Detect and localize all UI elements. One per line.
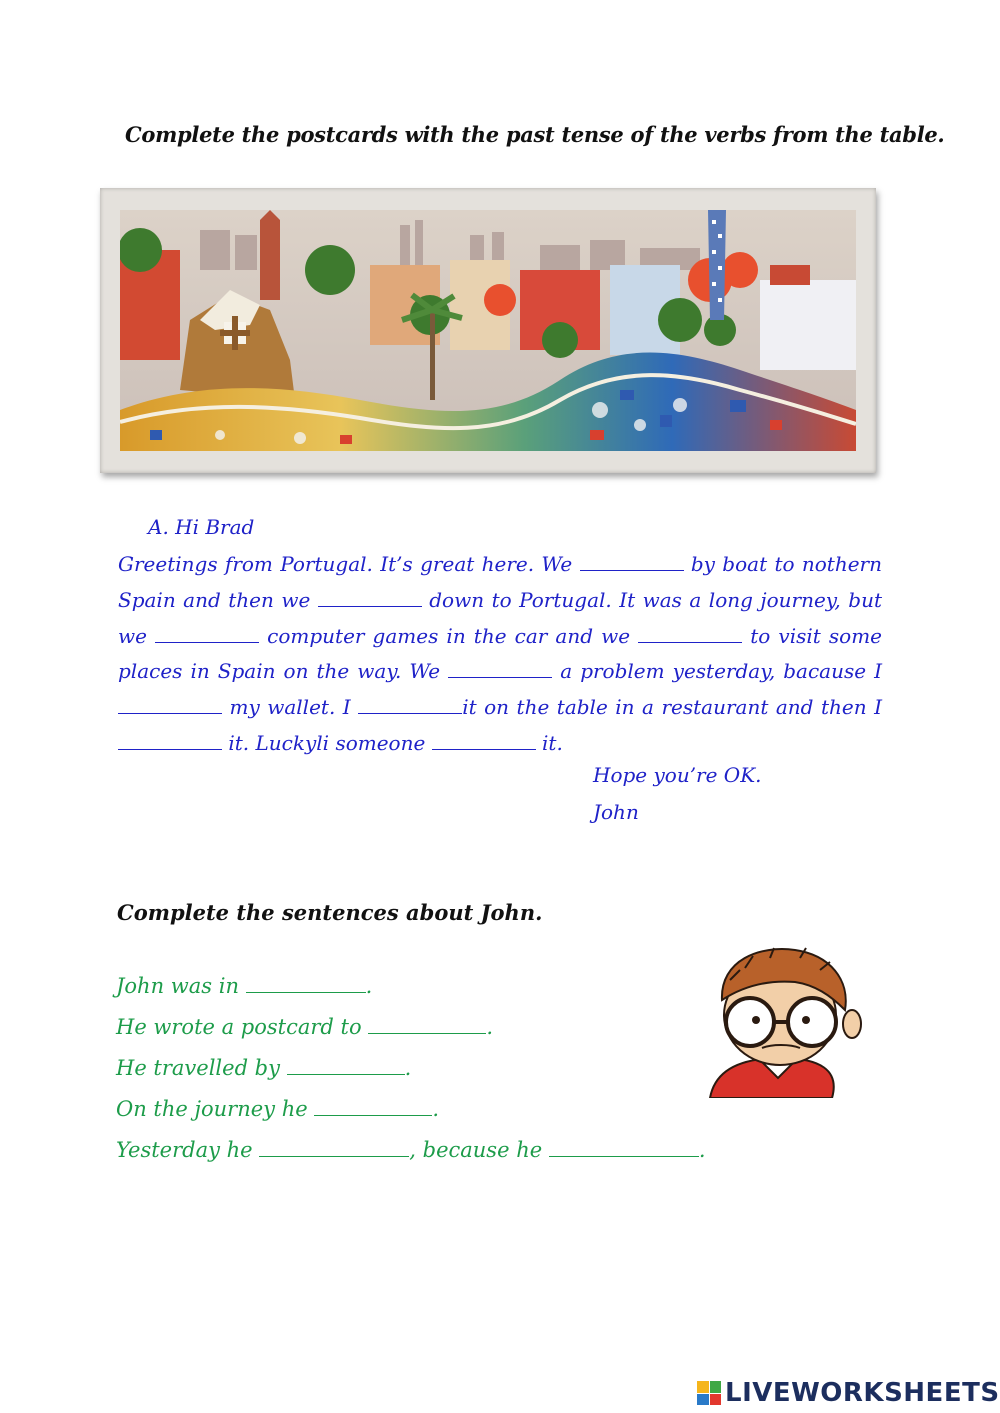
answer-blank[interactable]	[246, 978, 366, 993]
sentence-item	[116, 1007, 706, 1048]
section-title: Complete the sentences about John.	[117, 900, 543, 925]
sentence-item	[116, 1048, 706, 1089]
postcard-closing: Hope you’re OK.	[593, 763, 762, 787]
answer-blank[interactable]	[155, 628, 259, 643]
sentence-item	[116, 966, 706, 1007]
postcard-text: by boat to nothern Spain and then we	[118, 552, 882, 612]
postcard-body	[118, 547, 882, 762]
sentence-text: .	[432, 1097, 440, 1121]
answer-blank[interactable]	[287, 1060, 405, 1075]
answer-blank[interactable]	[358, 699, 462, 714]
answer-blank[interactable]	[580, 556, 684, 571]
postcard-text: computer games in the car and we	[259, 623, 639, 648]
liveworksheets-logo	[697, 1378, 1000, 1408]
postcard-photo-frame	[100, 188, 876, 473]
sentence-text: , because he	[409, 1138, 549, 1162]
worksheet-title: Complete the postcards with the past tense of the verbs from the table.	[125, 122, 945, 147]
postcard-text: to visit some places in Spain on the way. We	[118, 623, 882, 684]
sentence-text: .	[698, 1138, 706, 1162]
answer-blank[interactable]	[118, 735, 222, 750]
barcelona-park-guell-photo	[120, 210, 856, 451]
sentence-text: He travelled by	[116, 1056, 287, 1080]
sentence-text: John was in	[116, 974, 246, 998]
postcard-text: down to Portugal. It was a long journey, but we	[118, 587, 882, 648]
sentence-text: On the journey he	[116, 1097, 315, 1121]
sentence-text: Yesterday he	[116, 1138, 260, 1162]
sentence-text: He wrote a postcard to	[116, 1015, 369, 1039]
postcard-text: it. Luckyli someone	[222, 730, 432, 755]
answer-blank[interactable]	[318, 592, 422, 607]
answer-blank[interactable]	[259, 1142, 409, 1157]
answer-blank[interactable]	[368, 1019, 486, 1034]
postcard-text: a problem yesterday, bacause I	[552, 659, 883, 684]
postcard-text: Greetings from Portugal. It’s great here. We	[118, 552, 580, 576]
postcard-text: it on the table in a restaurant and then I	[462, 695, 882, 720]
sentence-text: .	[404, 1056, 412, 1080]
answer-blank[interactable]	[549, 1142, 699, 1157]
answer-blank[interactable]	[432, 735, 536, 750]
answer-blank[interactable]	[314, 1101, 432, 1116]
answer-blank[interactable]	[448, 663, 552, 678]
sentence-item	[116, 1130, 706, 1171]
boy-cartoon-illustration	[700, 940, 865, 1098]
postcard-text: it.	[535, 730, 563, 755]
sentence-item	[116, 1089, 706, 1130]
sentence-text: .	[365, 974, 373, 998]
liveworksheets-logo-icon	[697, 1381, 721, 1405]
postcard-signature: John	[593, 800, 639, 824]
brand-name: LIVEWORKSHEETS	[725, 1378, 1000, 1408]
postcard-text: my wallet. I	[222, 695, 359, 720]
sentence-list	[116, 966, 706, 1171]
postcard-greeting: A. Hi Brad	[148, 515, 255, 539]
sentence-text: .	[486, 1015, 493, 1039]
answer-blank[interactable]	[638, 628, 742, 643]
answer-blank[interactable]	[118, 699, 222, 714]
